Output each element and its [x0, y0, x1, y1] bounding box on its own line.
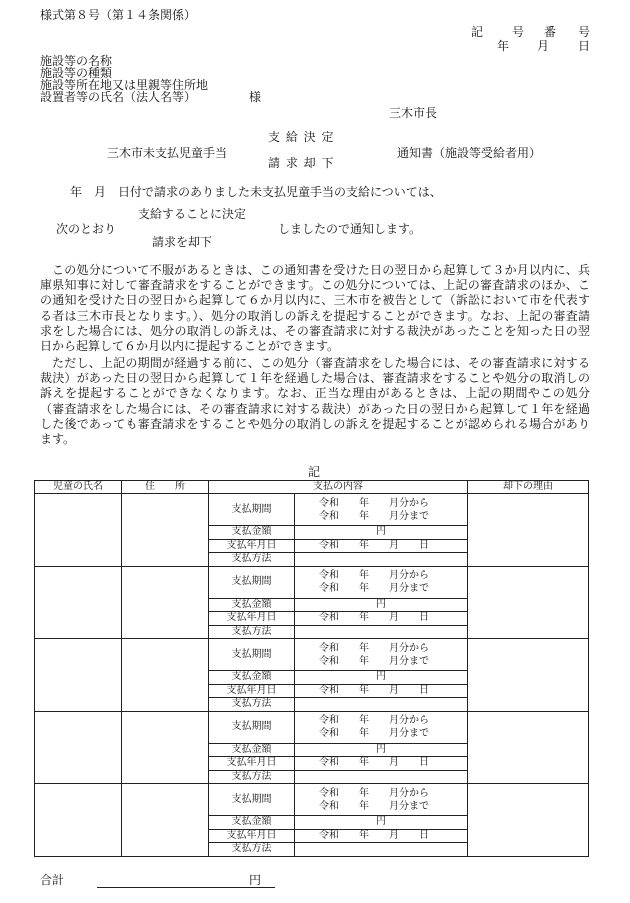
child-name-cell[interactable] [35, 494, 122, 567]
method-label: 支払方法 [209, 553, 295, 567]
child-name-cell[interactable] [35, 639, 122, 712]
amount-value[interactable]: 円 [295, 526, 468, 540]
amount-value[interactable]: 円 [295, 816, 468, 830]
period-to: 令和 年 月分まで [319, 728, 429, 739]
recipient-field-address: 施設等所在地又は里親等住所地 [40, 78, 209, 92]
child-name-cell[interactable] [35, 711, 122, 784]
result-option-decision: 支給することに決定 [138, 207, 247, 221]
date-label: 支払年月日 [209, 757, 295, 771]
period-value[interactable] [295, 784, 468, 816]
reject-reason-cell[interactable] [468, 639, 589, 712]
address-cell[interactable] [122, 494, 209, 567]
table-row [35, 566, 589, 598]
result-lead: 次のとおり [56, 222, 117, 236]
date-label: 支払年月日 [209, 539, 295, 553]
amount-value[interactable]: 円 [295, 671, 468, 685]
amount-label: 支払金額 [209, 671, 295, 685]
amount-value[interactable]: 円 [295, 598, 468, 612]
address-cell[interactable] [122, 784, 209, 857]
period-to: 令和 年 月分まで [319, 800, 429, 812]
date-value[interactable]: 令和 年 月 日 [295, 539, 468, 553]
doc-nen: 年 [497, 39, 510, 53]
result-tail: しましたので通知します。 [278, 222, 422, 236]
appeal-paragraph-2: ただし、上記の期間が経過する前に、この処分（審査請求をした場合には、その審査請求に対する裁決）があった日の翌日から起算して１年を経過した場合は、審査請求をすることや処分の取消しの訴えを提起することができなくなります。なお、正当な理由があるときは、上記の期間やこの処分（審査請求をした場合には、その審査請求に対する裁決）があった日の翌日から起算して１年を経過した後であっても審査請求をすることや処分の取消しの訴えを提起することが認められる場合があります。 [40, 356, 590, 447]
doc-gou2: 号 [578, 25, 591, 39]
appeal-paragraph-1: この処分について不服があるときは、この通知書を受けた日の翌日から起算して３か月以内に、兵庫県知事に対して審査請求をすることができます。この処分については、上記の審査請求のほか、この通知を受けた日の翌日から起算して６か月以内に、三木市を被告として（訴訟において市を代表する者は三木市長となります。）、処分の取消しの訴えを提起することができます。なお、上記の審査請求をした場合には、処分の取消しの訴えは、その審査請求に対する裁決があったことを知った日の翌日から起算して６か月以内に提起することができます。 [40, 263, 590, 354]
period-value[interactable] [295, 494, 468, 526]
table-row [35, 784, 589, 816]
method-value[interactable] [295, 698, 468, 712]
period-label: 支払期間 [209, 566, 295, 598]
reject-reason-cell[interactable] [468, 784, 589, 857]
method-value[interactable] [295, 625, 468, 639]
period-from: 令和 年 月分から [319, 715, 429, 726]
date-label: 支払年月日 [209, 829, 295, 843]
period-from: 令和 年 月分から [319, 642, 429, 654]
table-row [35, 639, 589, 671]
date-value[interactable]: 令和 年 月 日 [295, 829, 468, 843]
period-value[interactable] [295, 711, 468, 743]
title-option-reject: 請 求 却 下 [268, 156, 335, 170]
period-label: 支払期間 [209, 711, 295, 743]
result-option-reject: 請求を却下 [152, 235, 213, 249]
doc-hi: 日 [578, 39, 591, 53]
period-value[interactable] [295, 639, 468, 671]
date-label: 支払年月日 [209, 684, 295, 698]
reject-reason-cell[interactable] [468, 566, 589, 639]
header-child-name: 児童の氏名 [35, 481, 122, 494]
date-value[interactable]: 令和 年 月 日 [295, 612, 468, 626]
doc-tsuki: 月 [537, 39, 550, 53]
title-prefix: 三木市未支払児童手当 [107, 146, 228, 160]
recipient-field-facility-type: 施設等の種類 [40, 66, 113, 80]
method-label: 支払方法 [209, 770, 295, 784]
table-row [35, 494, 589, 526]
form-number: 様式第８号（第１４条関係） [40, 8, 197, 22]
amount-label: 支払金額 [209, 526, 295, 540]
period-to: 令和 年 月分まで [319, 655, 429, 667]
period-to: 令和 年 月分まで [319, 583, 429, 594]
recipient-field-owner-name: 設置者等の氏名（法人名等） [40, 90, 197, 104]
header-address: 住 所 [122, 481, 209, 494]
period-label: 支払期間 [209, 639, 295, 671]
period-to: 令和 年 月分まで [319, 510, 429, 522]
ki-label: 記 [308, 465, 321, 479]
table-header-row [35, 481, 589, 494]
issuer: 三木市長 [389, 106, 438, 120]
intro-text: 年 月 日付で請求のありました未支払児童手当の支給については、 [70, 185, 442, 199]
total-unit: 円 [249, 873, 262, 887]
period-value[interactable] [295, 566, 468, 598]
method-value[interactable] [295, 553, 468, 567]
amount-label: 支払金額 [209, 598, 295, 612]
date-label: 支払年月日 [209, 612, 295, 626]
method-value[interactable] [295, 770, 468, 784]
title-option-decision: 支 給 決 定 [268, 130, 335, 144]
doc-ban: 番 [544, 25, 557, 39]
child-name-cell[interactable] [35, 784, 122, 857]
period-label: 支払期間 [209, 784, 295, 816]
total-label: 合計 [40, 873, 65, 887]
period-from: 令和 年 月分から [319, 570, 429, 581]
header-reject-reason: 却下の理由 [468, 481, 589, 494]
doc-gou: 号 [512, 25, 525, 39]
child-name-cell[interactable] [35, 566, 122, 639]
period-label: 支払期間 [209, 494, 295, 526]
method-label: 支払方法 [209, 625, 295, 639]
period-from: 令和 年 月分から [319, 787, 429, 799]
reject-reason-cell[interactable] [468, 711, 589, 784]
recipient-field-facility-name: 施設等の名称 [40, 54, 113, 68]
date-value[interactable]: 令和 年 月 日 [295, 757, 468, 771]
table-row [35, 711, 589, 743]
payment-table [34, 480, 589, 857]
amount-label: 支払金額 [209, 816, 295, 830]
address-cell[interactable] [122, 566, 209, 639]
header-payment-content: 支払の内容 [209, 481, 468, 494]
sama: 様 [249, 90, 262, 104]
method-label: 支払方法 [209, 698, 295, 712]
period-from: 令和 年 月分から [319, 497, 429, 509]
doc-ki: 記 [471, 25, 484, 39]
method-value[interactable] [295, 843, 468, 857]
date-value[interactable]: 令和 年 月 日 [295, 684, 468, 698]
method-label: 支払方法 [209, 843, 295, 857]
address-cell[interactable] [122, 711, 209, 784]
reject-reason-cell[interactable] [468, 494, 589, 567]
title-suffix: 通知書（施設等受給者用） [397, 146, 542, 160]
address-cell[interactable] [122, 639, 209, 712]
amount-label: 支払金額 [209, 743, 295, 757]
amount-value[interactable]: 円 [295, 743, 468, 757]
